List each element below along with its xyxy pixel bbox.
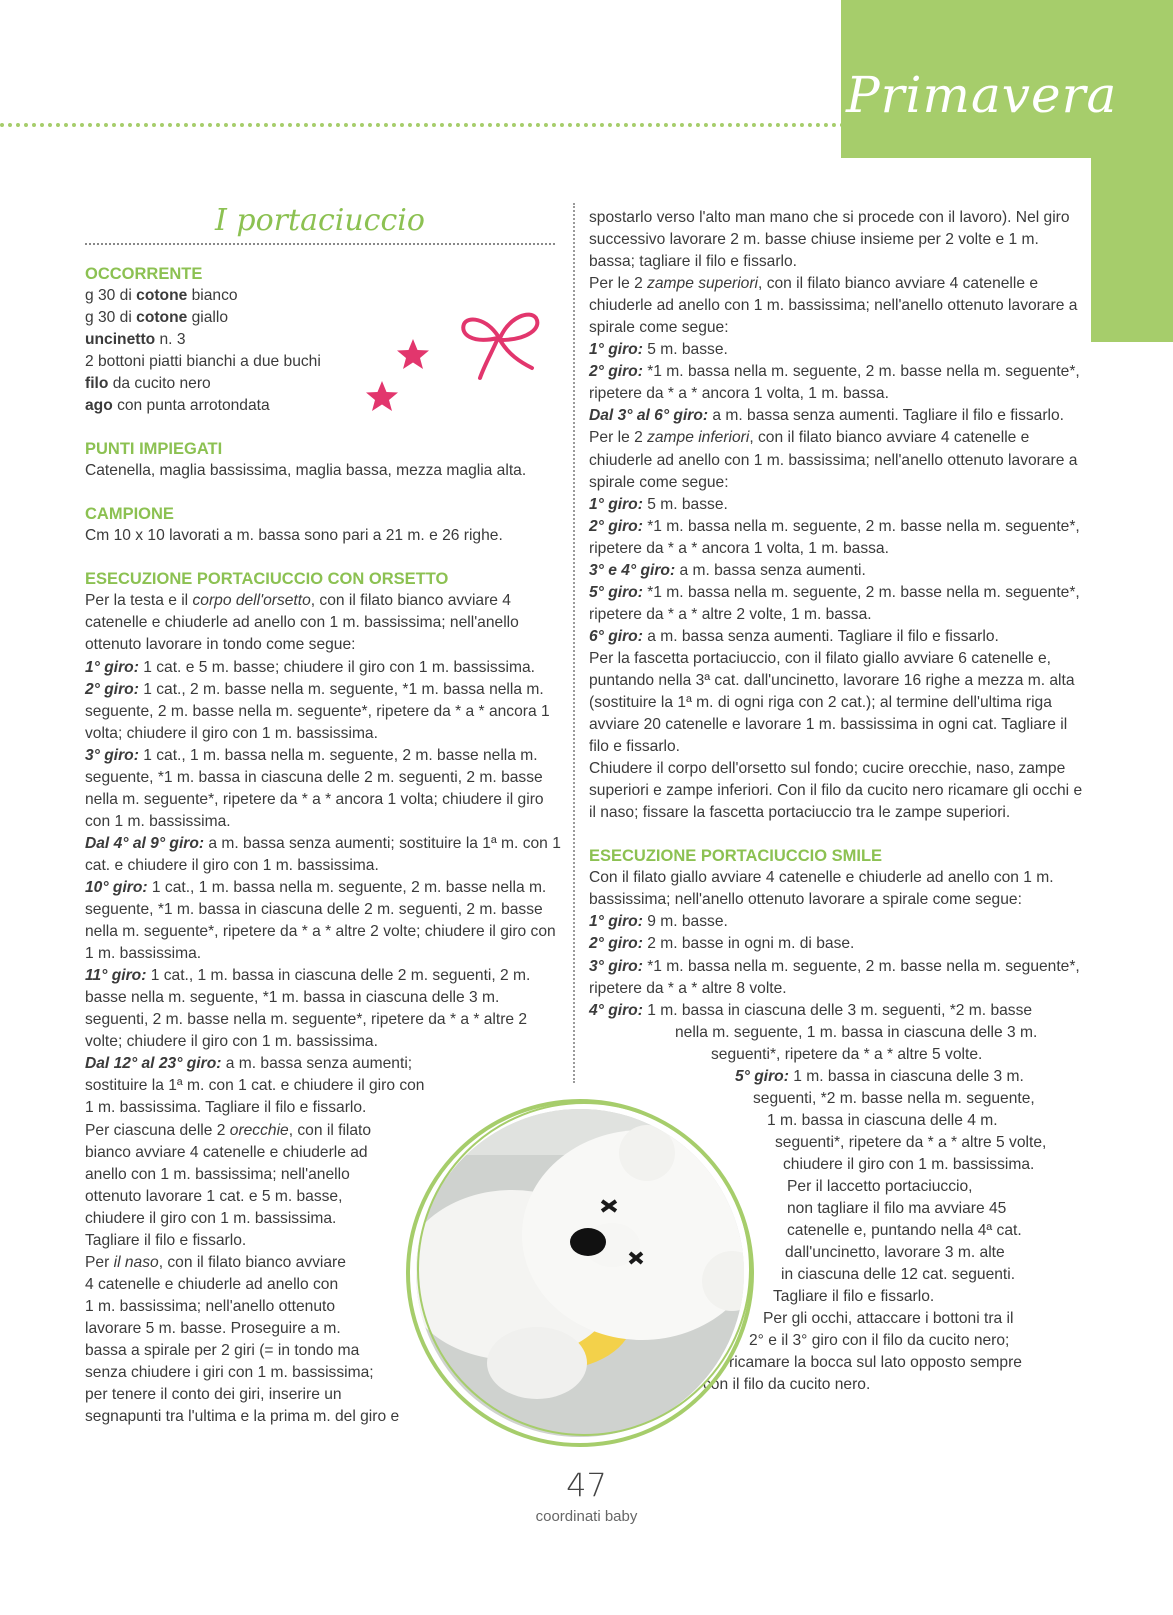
round-instruction: 2° giro: *1 m. bassa nella m. seguente, 2 m. basse nella m. seguente*, ripetere da * a * ancora 1 volta, 1 m. bassa. [589, 363, 1080, 403]
material-item: ago con punta arrotondata [85, 397, 270, 415]
round-instruction: 10° giro: 1 cat., 1 m. bassa nella m. seguente, 2 m. basse nella m. seguente, *1 m. bassa in ciascuna delle 2 m. seguenti, 2 m. basse nella m. seguente*, ripetere da * a * altre 2 volte; chiudere il giro con 1 m. bassissima. [85, 878, 556, 963]
side-green-tab [1091, 158, 1173, 342]
page-number: 47 [566, 1466, 607, 1504]
round-instruction: 1° giro: 9 m. basse. [589, 913, 728, 931]
round-instruction: Dal 3° al 6° giro: a m. bassa senza aumenti. Tagliare il filo e fissarlo. [589, 407, 1064, 425]
campione-text: Cm 10 x 10 lavorati a m. bassa sono pari a 21 m. e 26 righe. [85, 527, 503, 545]
round-instruction: 2° giro: 1 cat., 2 m. basse nella m. seguente, *1 m. bassa nella m. seguente, 2 m. basse nella m. seguente*, ripetere da * a * ancora 1 volta; chiudere il giro con 1 m. bassissima. [85, 680, 550, 742]
round-instruction: Dal 4° al 9° giro: a m. bassa senza aumenti; sostituire la 1ª m. con 1 cat. e chiudere il giro con 1 m. bassissima. [85, 834, 561, 874]
article-title: I portaciuccio [215, 203, 425, 238]
material-item: filo da cucito nero [85, 375, 211, 393]
material-item: 2 bottoni piatti bianchi a due buchi [85, 353, 321, 371]
round-instruction: 1° giro: 1 cat. e 5 m. basse; chiudere il giro con 1 m. bassissima. [85, 658, 535, 676]
punti-text: Catenella, maglia bassissima, maglia bassa, mezza maglia alta. [85, 462, 527, 480]
round-instruction: 3° e 4° giro: a m. bassa senza aumenti. [589, 561, 866, 579]
round-instruction: 5° giro: 1 m. bassa in ciascuna delle 3 m. seguenti, *2 m. basse nella m. seguente, 1 m. bassa in ciascuna delle 4 m. seguenti*, ripetere da * a * altre 5 volte, chiudere il giro con 1 m. bassissima. Per il laccetto portaciuccio, non tagliare il filo ma avviare 45 catenelle e, puntando nella 4ª cat. dall'uncinetto, lavorare 3 m. alte in ciascuna delle 12 cat. seguenti. Tagliare il filo e fissarlo. Per gli occhi, attaccare i bottoni tra il 2° e il 3° giro con il filo da cucito nero; ricamare la bocca sul lato opposto sempre con il filo da cucito nero. [703, 1067, 1047, 1394]
material-item: g 30 di cotone bianco [85, 287, 238, 304]
punti-heading: PUNTI IMPIEGATI [85, 440, 223, 459]
orsetto-intro: Per la testa e il corpo dell'orsetto, con il filato bianco avviare 4 catenelle e chiuderle ad anello con 1 m. bassissima; nell'anello ottenuto lavorare in tondo come segue: [85, 592, 519, 654]
header-dotted-rule [0, 123, 845, 127]
teddy-photo [392, 1085, 762, 1455]
column-divider [573, 203, 575, 1083]
pink-stars-icon [364, 335, 439, 415]
nose-instruction: Per il naso, con il filato bianco avviare 4 catenelle e chiuderle ad anello con 1 m. bassissima; nell'anello ottenuto lavorare 5 m. basse. Proseguire a m. bassa a spirale per 2 giri (= in tondo ma senza chiudere i giri con 1 m. bassissima; per tenere il conto dei giri, inserire un segnapunti tra l'ultima e la prima m. del giro e [85, 1253, 400, 1426]
occorrente-heading: OCCORRENTE [85, 265, 203, 283]
round-instruction: 6° giro: a m. bassa senza aumenti. Tagliare il filo e fissarlo. [589, 627, 999, 645]
round-instruction: 3° giro: *1 m. bassa nella m. seguente, 2 m. basse nella m. seguente*, ripetere da * a * altre 8 volte. [589, 957, 1080, 997]
campione-heading: CAMPIONE [85, 505, 174, 524]
round-instruction: Dal 12° al 23° giro: a m. bassa senza aumenti; sostituire la 1ª m. con 1 cat. e chiudere il giro con 1 m. bassissima. Tagliare il filo e fissarlo. [85, 1055, 425, 1117]
section-title: Primavera [846, 66, 1118, 124]
round-instruction: 5° giro: *1 m. bassa nella m. seguente, 2 m. basse nella m. seguente*, ripetere da * a * altre 2 volte, 1 m. bassa. [589, 583, 1080, 623]
pink-bow-icon [458, 308, 543, 388]
lower-paws-intro: Per le 2 zampe inferiori, con il filato bianco avviare 4 catenelle e chiuderle ad anello con 1 m. bassissima; nell'anello ottenuto lavorare a spirale come segue: [589, 429, 1078, 491]
round-instruction: 2° giro: 2 m. basse in ogni m. di base. [589, 935, 855, 953]
magazine-name: coordinati baby [535, 1508, 638, 1525]
material-item: uncinetto n. 3 [85, 331, 186, 349]
round-instruction: 11° giro: 1 cat., 1 m. bassa in ciascuna delle 2 m. seguenti, 2 m. basse nella m. seguente, *1 m. bassa in ciascuna delle 3 m. seguenti, 2 m. basse nella m. seguente*, ripetere da * a * altre 2 volte; chiudere il giro con 1 m. bassissima. [85, 967, 531, 1051]
orsetto-heading: ESECUZIONE PORTACIUCCIO CON ORSETTO [85, 570, 449, 589]
title-dotted-rule [85, 243, 555, 245]
strap-instruction: Per la fascetta portaciuccio, con il filato giallo avviare 6 catenelle e, puntando nella 3ª cat. dall'uncinetto, lavorare 16 righe a mezza m. alta (sostituire la 1ª m. di ogni riga con 2 cat.); al termine dell'ultima riga avviare 20 catenelle e lavorare 1 m. bassissima in ogni cat. Tagliare il filo e fissarlo. [589, 649, 1075, 756]
material-item: g 30 di cotone giallo [85, 309, 229, 327]
smile-heading: ESECUZIONE PORTACIUCCIO SMILE [589, 847, 883, 866]
ears-instruction: Per ciascuna delle 2 orecchie, con il filato bianco avviare 4 catenelle e chiuderle ad anello con 1 m. bassissima; nell'anello ottenuto lavorare 1 cat. e 5 m. basse, chiudere il giro con 1 m. bassissima. Tagliare il filo e fissarlo. [85, 1121, 372, 1249]
nose-continuation: spostarlo verso l'alto man mano che si procede con il lavoro). Nel giro successivo lavorare 2 m. basse chiuse insieme per 2 volte e 1 m. bassa; tagliare il filo e fissarlo. [589, 209, 1070, 271]
assembly-instruction: Chiudere il corpo dell'orsetto sul fondo; cucire orecchie, naso, zampe superiori e zampe inferiori. Con il filo da cucito nero ricamare gli occhi e il naso; fissare la fascetta portaciuccio tra le zampe superiori. [589, 760, 1083, 822]
round-instruction: 4° giro: 1 m. bassa in ciascuna delle 3 m. seguenti, *2 m. basse nella m. seguente, 1 m. bassa in ciascuna delle 3 m. seguenti*, ripetere da * a * altre 5 volte. [589, 1001, 1038, 1063]
round-instruction: 1° giro: 5 m. basse. [589, 341, 728, 359]
smile-intro: Con il filato giallo avviare 4 catenelle e chiuderle ad anello con 1 m. bassissima; nell'anello ottenuto lavorare a spirale come segue: [589, 869, 1054, 909]
round-instruction: 1° giro: 5 m. basse. [589, 495, 728, 513]
round-instruction: 3° giro: 1 cat., 1 m. bassa nella m. seguente, 2 m. basse nella m. seguente, *1 m. bassa in ciascuna delle 2 m. seguenti, 2 m. basse nella m. seguente*, ripetere da * a * ancora 1 volta; chiudere il giro con 1 m. bassissima. [85, 746, 544, 830]
upper-paws-intro: Per le 2 zampe superiori, con il filato bianco avviare 4 catenelle e chiuderle ad anello con 1 m. bassissima; nell'anello ottenuto lavorare a spirale come segue: [589, 275, 1078, 337]
round-instruction: 2° giro: *1 m. bassa nella m. seguente, 2 m. basse nella m. seguente*, ripetere da * a * ancora 1 volta, 1 m. bassa. [589, 517, 1080, 557]
